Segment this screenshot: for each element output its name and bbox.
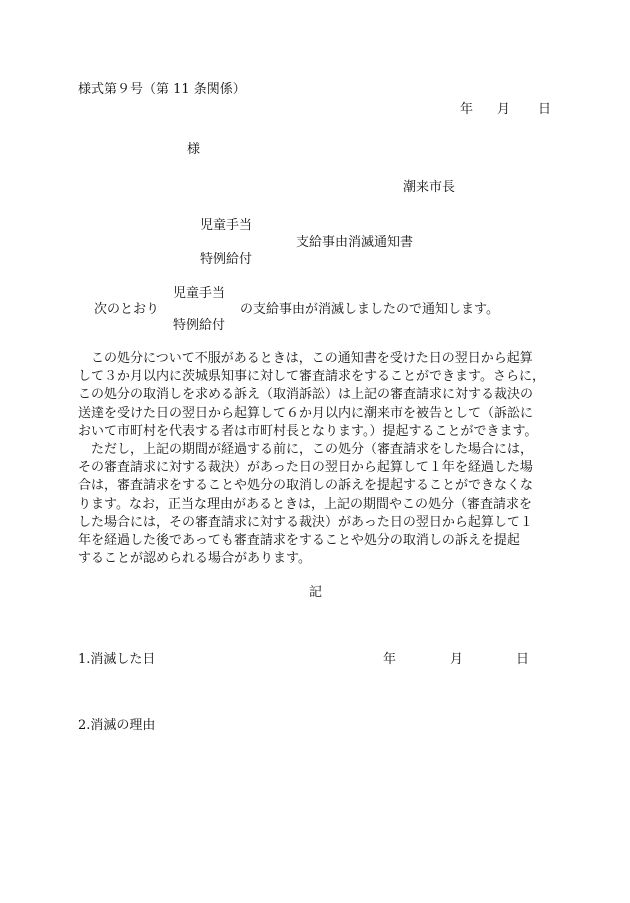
date-header-day: 日: [538, 102, 552, 117]
appeal-line: この処分について不服があるときは，この通知書を受けた日の翌日から起算: [78, 351, 533, 366]
title-option-special-benefit: 特例給付: [200, 252, 253, 267]
date-header-month: 月: [497, 102, 511, 117]
appeal-line: 送達を受けた日の翌日から起算して６か月以内に潮来市を被告として（訴訟に: [78, 405, 534, 421]
appeal-line: この処分の取消しを求める訴え（取消訴訟）は上記の審査請求に対する裁決の: [78, 387, 534, 403]
date-header-year: 年: [460, 102, 474, 117]
item1-day: 日: [516, 652, 530, 667]
intro-suffix: の支給事由が消滅しましたので通知します。: [240, 302, 499, 317]
appeal-line: 合は，審査請求をすることや処分の取消しの訴えを提起することができなくな: [78, 478, 534, 494]
item1-month: 月: [450, 652, 464, 667]
appeal-line: その審査請求に対する裁決）があった日の翌日から起算して１年を経過した場: [78, 460, 533, 476]
appeal-line: おいて市町村を代表する者は市町村長となります。）提起することができます。: [78, 423, 538, 439]
appeal-notice: [78, 350, 556, 568]
ki-heading: 記: [309, 585, 323, 600]
document-title: 支給事由消滅通知書: [296, 235, 414, 250]
item2-label: 2.消滅の理由: [78, 718, 156, 733]
form-number: 様式第９号（第 11 条関係）: [78, 82, 246, 97]
appeal-line: ただし，上記の期間が経過する前に，この処分（審査請求をした場合には，: [78, 442, 534, 458]
issuer: 潮来市長: [403, 180, 456, 195]
item1-label: 1.消滅した日: [78, 652, 156, 667]
intro-option-child-allowance: 児童手当: [173, 286, 226, 301]
appeal-line: した場合には，その審査請求に対する裁決）があった日の翌日から起算して１: [78, 514, 533, 530]
appeal-line: ります。なお，正当な理由があるときは，上記の期間やこの処分（審査請求を: [78, 496, 532, 512]
appeal-paragraph-2: [78, 441, 556, 568]
intro-option-special-benefit: 特例給付: [173, 318, 226, 333]
appeal-line: して３か月以内に茨城県知事に対して審査請求をすることができます。さらに，: [78, 369, 545, 385]
addressee-suffix: 様: [187, 142, 201, 157]
appeal-line: することが認められる場合があります。: [78, 551, 311, 567]
item1-year: 年: [383, 652, 397, 667]
title-option-child-allowance: 児童手当: [200, 218, 253, 233]
intro-prefix: 次のとおり: [94, 302, 160, 317]
appeal-line: 年を経過した後であっても審査請求をすることや処分の取消しの訴えを提起: [78, 533, 520, 549]
appeal-paragraph-1: [78, 350, 556, 441]
